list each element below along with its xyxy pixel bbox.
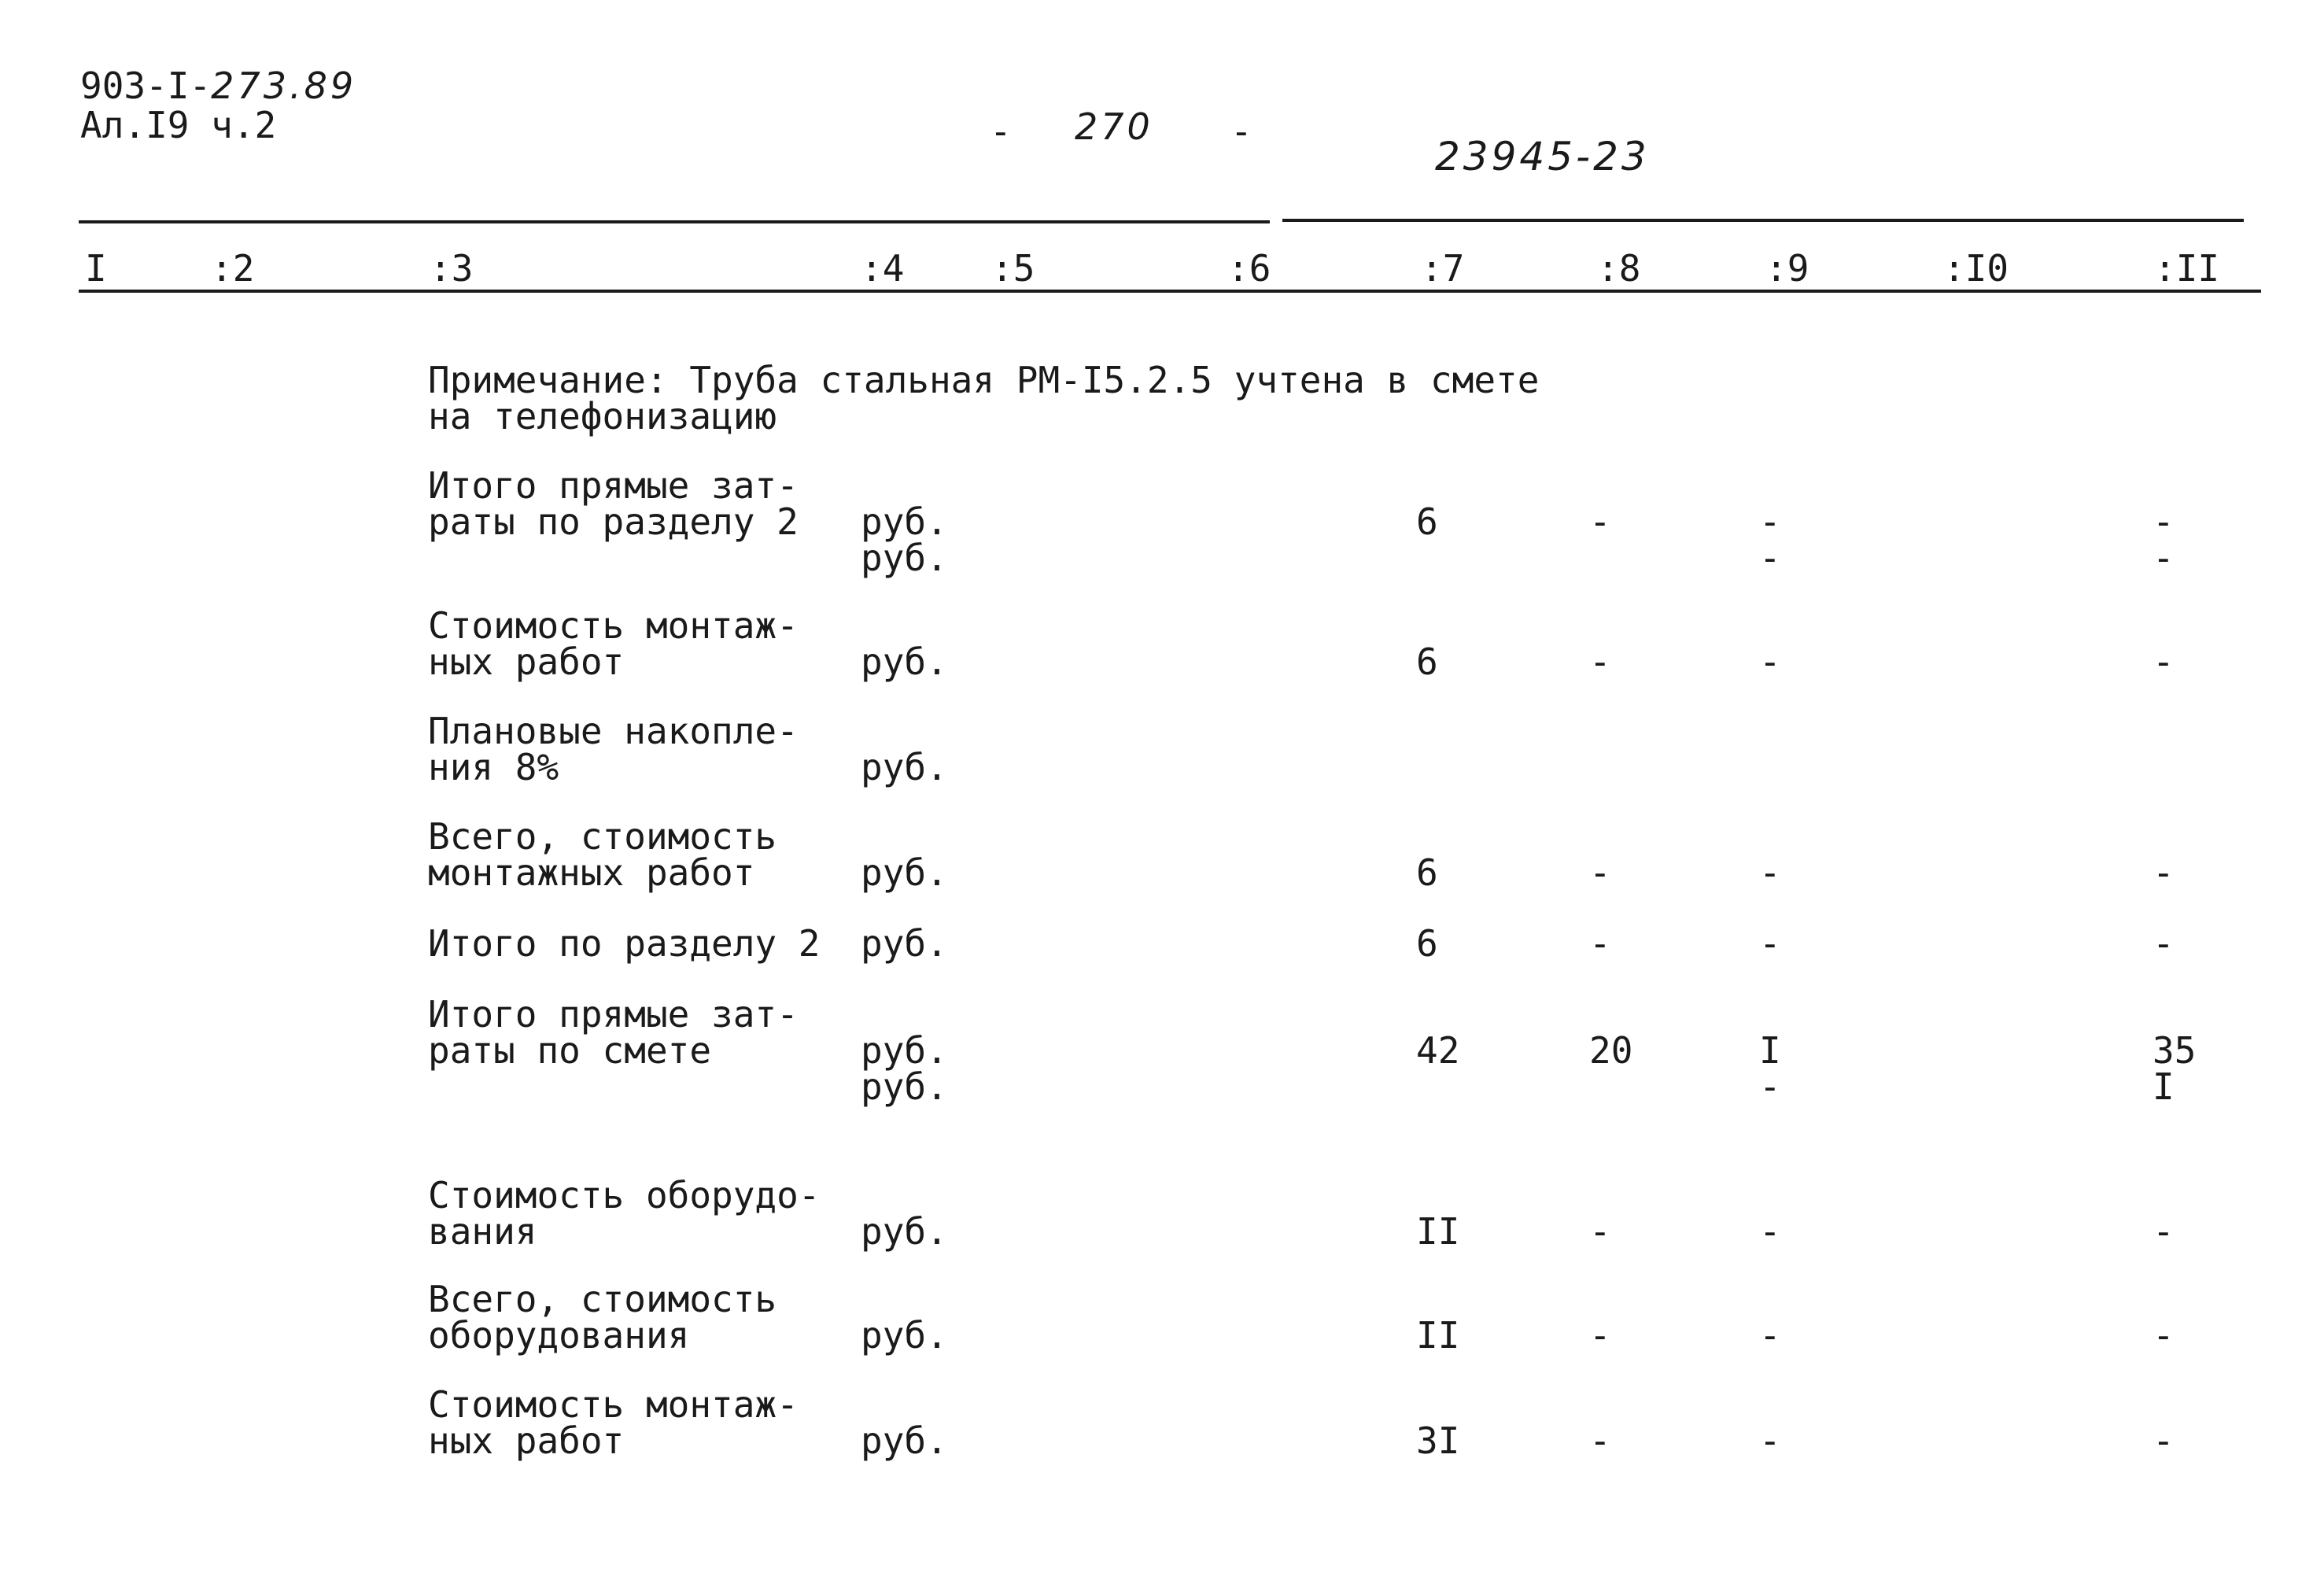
document-code-handwritten: 273.89 xyxy=(211,65,357,107)
column-header-col-2: :2 xyxy=(211,247,255,290)
row-value-c7: II xyxy=(1416,1314,1460,1357)
row-description: ных работ xyxy=(428,1419,625,1462)
top-rule-right xyxy=(1282,219,2244,222)
column-header-col-4: :4 xyxy=(861,247,905,290)
row-value-c9: - xyxy=(1759,1065,1781,1108)
row-value-c7: 6 xyxy=(1416,851,1438,894)
column-header-col-8: :8 xyxy=(1597,247,1641,290)
row-value-c11: I xyxy=(2152,1065,2175,1108)
row-value-c11: - xyxy=(2152,1210,2175,1253)
row-value-c11: - xyxy=(2152,537,2175,579)
note-line-2: на телефонизацию xyxy=(428,395,777,437)
row-description: вания xyxy=(428,1210,537,1253)
row-description: Итого прямые зат- xyxy=(428,464,799,507)
row-value-c9: - xyxy=(1759,537,1781,579)
row-unit: руб. xyxy=(861,537,948,579)
row-value-c9: - xyxy=(1759,851,1781,894)
row-description: Всего, стоимость xyxy=(428,815,777,858)
row-description: ния 8% xyxy=(428,746,559,788)
row-description: Итого по разделу 2 xyxy=(428,922,821,965)
note-line-1: Примечание: Труба стальная РМ-I5.2.5 учтена в смете xyxy=(428,359,1540,401)
row-unit: руб. xyxy=(861,1419,948,1462)
row-description: оборудования xyxy=(428,1314,690,1357)
row-unit: руб. xyxy=(861,1210,948,1253)
row-description: Всего, стоимость xyxy=(428,1278,777,1320)
row-value-c8: - xyxy=(1589,1419,1611,1462)
row-value-c8: - xyxy=(1589,851,1611,894)
row-value-c7: 6 xyxy=(1416,922,1438,965)
row-unit: руб. xyxy=(861,922,948,965)
column-header-col-11: :II xyxy=(2154,247,2220,290)
row-value-c9: - xyxy=(1759,1419,1781,1462)
row-unit: руб. xyxy=(861,1065,948,1108)
row-value-c9: I xyxy=(1759,1029,1781,1072)
row-unit: руб. xyxy=(861,640,948,683)
row-unit: руб. xyxy=(861,1029,948,1072)
row-value-c9: - xyxy=(1759,500,1781,543)
row-description: раты по смете xyxy=(428,1029,712,1072)
page-dash-left: - xyxy=(990,110,1012,153)
column-header-col-10: :I0 xyxy=(1943,247,2009,290)
row-value-c11: - xyxy=(2152,851,2175,894)
row-description: Стоимость оборудо- xyxy=(428,1174,821,1216)
row-value-c11: - xyxy=(2152,922,2175,965)
row-value-c9: - xyxy=(1759,1210,1781,1253)
row-description: Итого прямые зат- xyxy=(428,993,799,1035)
row-description: раты по разделу 2 xyxy=(428,500,799,543)
page-dash-right: - xyxy=(1230,110,1252,153)
column-header-col-9: :9 xyxy=(1765,247,1809,290)
top-rule-left xyxy=(79,220,1270,223)
row-value-c8: - xyxy=(1589,640,1611,683)
row-description: монтажных работ xyxy=(428,851,755,894)
column-header-col-3: :3 xyxy=(430,247,474,290)
row-unit: руб. xyxy=(861,851,948,894)
page-number: 270 xyxy=(1075,105,1153,148)
row-unit: руб. xyxy=(861,746,948,788)
row-description: ных работ xyxy=(428,640,625,683)
column-header-col-7: :7 xyxy=(1421,247,1465,290)
row-value-c11: - xyxy=(2152,1419,2175,1462)
row-value-c7: 6 xyxy=(1416,640,1438,683)
row-value-c8: - xyxy=(1589,1210,1611,1253)
row-value-c11: - xyxy=(2152,640,2175,683)
row-value-c9: - xyxy=(1759,640,1781,683)
row-unit: руб. xyxy=(861,500,948,543)
column-header-col-1: I xyxy=(85,247,107,290)
stamp-number: 23945-23 xyxy=(1435,134,1650,179)
row-value-c11: 35 xyxy=(2152,1029,2197,1072)
row-description: Стоимость монтаж- xyxy=(428,604,799,647)
album-label: Ал.I9 ч.2 xyxy=(80,104,277,146)
row-value-c7: 6 xyxy=(1416,500,1438,543)
row-value-c7: II xyxy=(1416,1210,1460,1253)
row-value-c8: 20 xyxy=(1589,1029,1633,1072)
column-header-col-6: :6 xyxy=(1227,247,1271,290)
row-value-c7: 42 xyxy=(1416,1029,1460,1072)
row-description: Стоимость монтаж- xyxy=(428,1383,799,1426)
document-code xyxy=(80,65,357,107)
row-value-c7: 3I xyxy=(1416,1419,1460,1462)
row-unit: руб. xyxy=(861,1314,948,1357)
row-value-c11: - xyxy=(2152,500,2175,543)
row-value-c9: - xyxy=(1759,922,1781,965)
header-rule xyxy=(79,290,2261,293)
row-value-c9: - xyxy=(1759,1314,1781,1357)
row-value-c11: - xyxy=(2152,1314,2175,1357)
row-value-c8: - xyxy=(1589,500,1611,543)
row-value-c8: - xyxy=(1589,1314,1611,1357)
document-code-printed: 903-I- xyxy=(80,65,212,107)
row-description: Плановые накопле- xyxy=(428,710,799,752)
row-value-c8: - xyxy=(1589,922,1611,965)
column-header-col-5: :5 xyxy=(991,247,1035,290)
